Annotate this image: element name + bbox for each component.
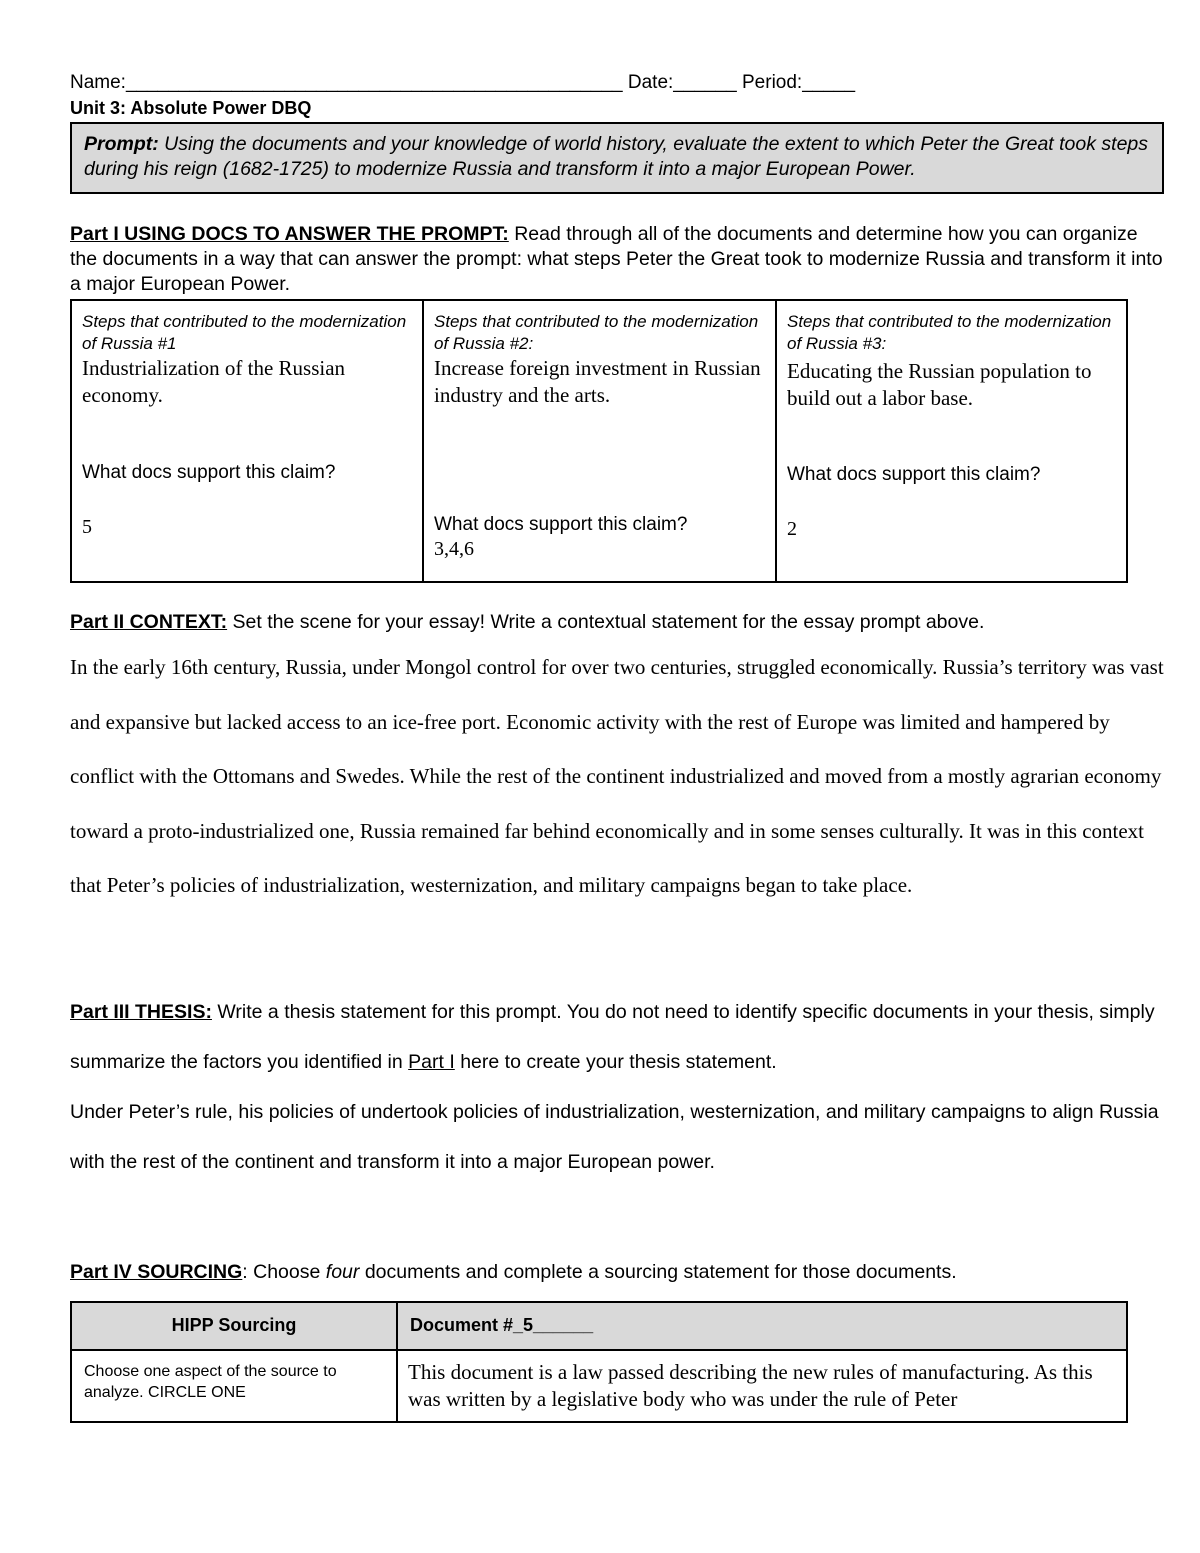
part2-heading: Part II CONTEXT: bbox=[70, 611, 228, 633]
part1-section bbox=[70, 222, 1170, 297]
name-field[interactable]: Name:_______________________________________________ bbox=[70, 72, 623, 93]
prompt-label: Prompt: bbox=[84, 133, 159, 155]
part3-heading: Part III THESIS: bbox=[70, 1000, 212, 1023]
step-docs: 3,4,6 bbox=[434, 538, 474, 560]
prompt-box bbox=[70, 122, 1164, 194]
part3-instructions: Write a thesis statement for this prompt. You do not need to identify specific documents in your thesis, simply summarize the factors you identified in bbox=[70, 1000, 1155, 1073]
step-label: Steps that contributed to the modernization of Russia #2: bbox=[434, 312, 759, 353]
context-answer[interactable]: In the early 16th century, Russia, under Mongol control for over two centuries, struggled economically. Russia’s territory was vast and expansive but lacked access to an ice-free port. Economic activity with the rest of Europe was limited and hampered by conflict with the Ottomans and Swedes. While the rest of the continent industrialized and moved from a mostly agrarian economy toward a proto-industrialized one, Russia remained far behind economically and in some senses culturally. It was in this context that Peter’s policies of industrialization, westernization, and military campaigns began to take place. bbox=[70, 655, 1164, 897]
part1-instructions: Read through all of the documents and determine how you can organize the documents in a way that can answer the prompt: what steps Peter the Great took to modernize Russia and transform it into a major European Power. bbox=[70, 223, 1163, 295]
period-field[interactable]: Period:_____ bbox=[742, 72, 856, 93]
part1-heading: Part I USING DOCS TO ANSWER THE PROMPT: bbox=[70, 223, 509, 245]
step-question: What docs support this claim? bbox=[434, 514, 688, 535]
step-answer: Increase foreign investment in Russian industry and the arts. bbox=[434, 356, 761, 407]
step-answer: Educating the Russian population to build out a labor base. bbox=[787, 359, 1092, 410]
hipp-col-header: HIPP Sourcing bbox=[71, 1302, 397, 1350]
worksheet-page bbox=[70, 70, 1170, 1423]
step-question: What docs support this claim? bbox=[787, 464, 1041, 485]
thesis-answer[interactable]: Under Peter’s rule, his policies of undertook policies of industrialization, westernization, and military campaigns to align Russia with the rest of the continent and transform it into a major European power. bbox=[70, 1100, 1159, 1173]
step-cell-2[interactable] bbox=[423, 300, 776, 582]
steps-table bbox=[70, 299, 1128, 583]
part4-section bbox=[70, 1260, 1170, 1285]
header-line bbox=[70, 70, 1170, 96]
unit-title: Unit 3: Absolute Power DBQ bbox=[70, 98, 312, 118]
step-question: What docs support this claim? bbox=[82, 462, 336, 483]
prompt-text: Using the documents and your knowledge of world history, evaluate the extent to which Peter the Great took steps during his reign (1682-1725) to modernize Russia and transform it into a major European Power. bbox=[84, 133, 1149, 180]
step-label: Steps that contributed to the modernization of Russia #3: bbox=[787, 312, 1112, 353]
step-cell-3[interactable] bbox=[776, 300, 1127, 582]
part2-section bbox=[70, 610, 1170, 635]
step-docs: 5 bbox=[82, 516, 92, 538]
part3-instructions-end: here to create your thesis statement. bbox=[460, 1050, 777, 1073]
hipp-row-answer[interactable]: This document is a law passed describing the new rules of manufacturing. As this was written by a legislative body who was under the rule of Peter bbox=[397, 1350, 1127, 1422]
part4-instructions-end: documents and complete a sourcing statement for those documents. bbox=[364, 1260, 957, 1283]
step-answer: Industrialization of the Russian economy. bbox=[82, 356, 346, 407]
document-number-header[interactable]: Document #_5______ bbox=[397, 1302, 1127, 1350]
part3-section bbox=[70, 987, 1170, 1087]
part2-instructions: Set the scene for your essay! Write a contextual statement for the essay prompt above. bbox=[232, 611, 985, 633]
step-docs: 2 bbox=[787, 518, 797, 540]
date-field[interactable]: Date:______ bbox=[627, 72, 737, 93]
step-label: Steps that contributed to the modernization of Russia #1 bbox=[82, 312, 407, 353]
hipp-sourcing-table bbox=[70, 1301, 1128, 1423]
part4-instructions: : Choose bbox=[242, 1260, 321, 1283]
part4-heading: Part IV SOURCING bbox=[70, 1260, 243, 1283]
hipp-row-label: Choose one aspect of the source to analyze. CIRCLE ONE bbox=[71, 1350, 397, 1422]
part4-emphasis: four bbox=[325, 1260, 360, 1283]
part1-reference-link: Part I bbox=[408, 1050, 455, 1073]
step-cell-1[interactable] bbox=[71, 300, 423, 582]
